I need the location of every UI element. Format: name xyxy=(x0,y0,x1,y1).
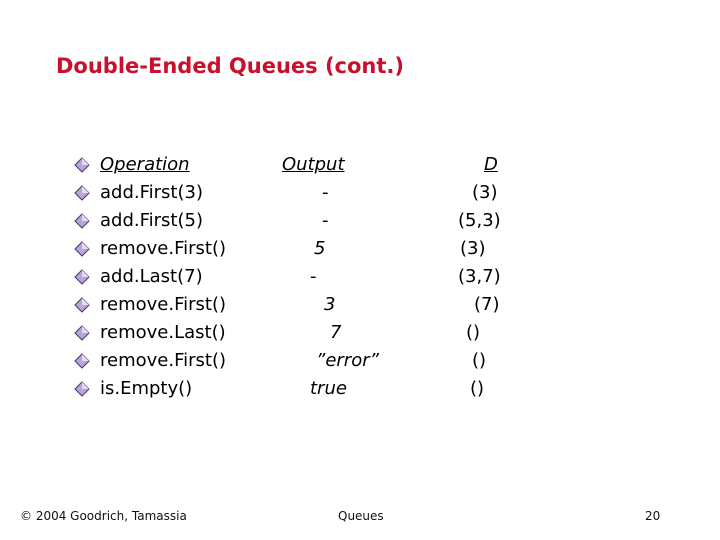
output-cell: - xyxy=(322,182,329,203)
diamond-bullet-icon xyxy=(74,185,90,201)
deque-cell: () xyxy=(472,350,487,371)
output-cell: 7 xyxy=(330,322,342,343)
table-row xyxy=(74,235,674,263)
table-row xyxy=(74,263,674,291)
diamond-bullet-icon xyxy=(74,241,90,257)
header-operation: Operation xyxy=(100,154,190,175)
diamond-bullet-icon xyxy=(74,297,90,313)
deque-cell: () xyxy=(470,378,485,399)
deque-cell: (3) xyxy=(460,238,486,259)
deque-cell: (3) xyxy=(472,182,498,203)
operation-cell: is.Empty() xyxy=(100,378,193,399)
diamond-bullet-icon xyxy=(74,381,90,397)
operation-cell: remove.Last() xyxy=(100,322,226,343)
slide-title: Double-Ended Queues (cont.) xyxy=(56,54,404,78)
diamond-bullet-icon xyxy=(74,157,90,173)
operation-cell: remove.First() xyxy=(100,294,226,315)
operation-cell: add.Last(7) xyxy=(100,266,203,287)
footer-topic: Queues xyxy=(338,509,384,523)
table-row xyxy=(74,347,674,375)
page-number: 20 xyxy=(645,509,661,523)
output-cell: - xyxy=(310,266,317,287)
operation-cell: add.First(5) xyxy=(100,210,203,231)
diamond-bullet-icon xyxy=(74,213,90,229)
deque-cell: (7) xyxy=(474,294,500,315)
header-output: Output xyxy=(282,154,345,175)
output-cell: - xyxy=(322,210,329,231)
output-cell: 5 xyxy=(314,238,326,259)
table-row xyxy=(74,207,674,235)
table-row xyxy=(74,375,674,403)
diamond-bullet-icon xyxy=(74,269,90,285)
deque-cell: (5,3) xyxy=(458,210,501,231)
diamond-bullet-icon xyxy=(74,353,90,369)
operation-cell: remove.First() xyxy=(100,350,226,371)
output-cell: 3 xyxy=(324,294,336,315)
operation-cell: add.First(3) xyxy=(100,182,203,203)
header-deque: D xyxy=(484,154,498,175)
deque-cell: (3,7) xyxy=(458,266,501,287)
table-row xyxy=(74,291,674,319)
diamond-bullet-icon xyxy=(74,325,90,341)
footer-copyright: © 2004 Goodrich, Tamassia xyxy=(20,509,187,523)
deque-cell: () xyxy=(466,322,481,343)
table-header xyxy=(74,151,674,179)
table-row xyxy=(74,319,674,347)
output-cell: ”error” xyxy=(316,350,379,371)
output-cell: true xyxy=(310,378,347,399)
operation-cell: remove.First() xyxy=(100,238,226,259)
table-row xyxy=(74,179,674,207)
